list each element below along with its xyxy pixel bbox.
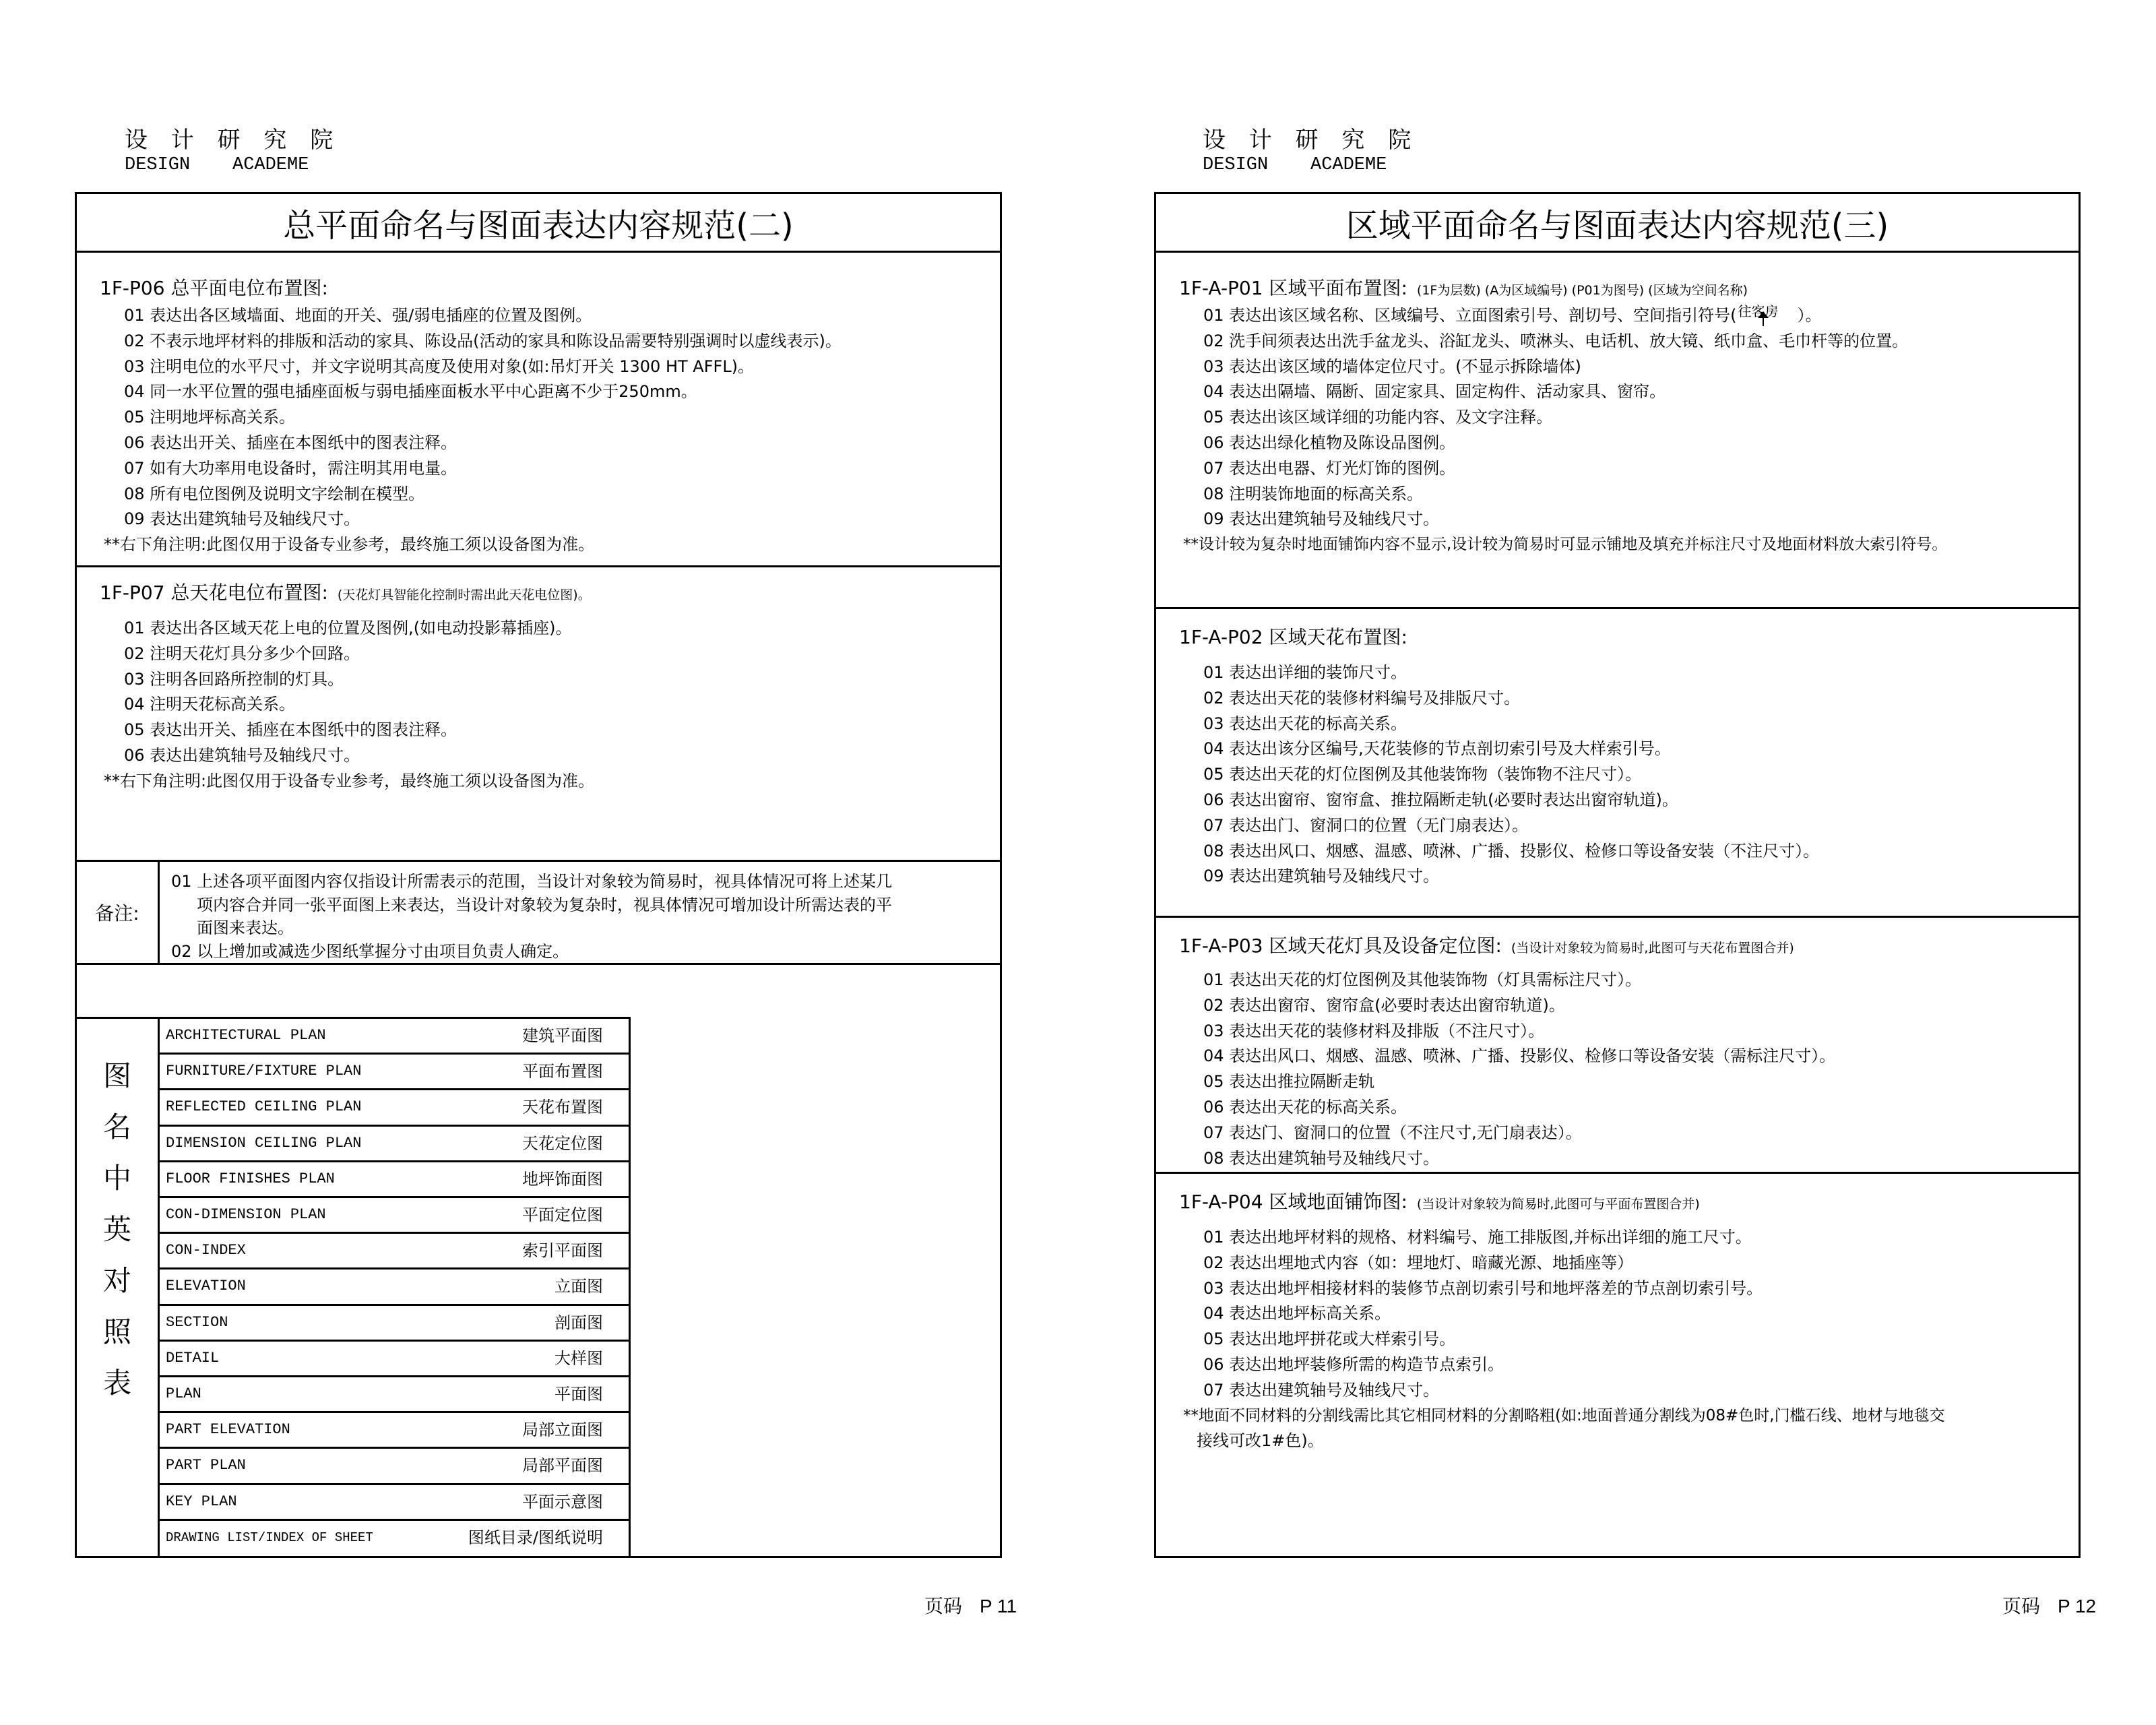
table-row: ELEVATION 立面图 bbox=[158, 1269, 629, 1305]
list-item: 01 表达出各区域墙面、地面的开关、强/弱电插座的位置及图例。 bbox=[124, 306, 592, 325]
guide-arrow-icon: 往客房 bbox=[1737, 303, 1798, 329]
section-heading: 1F-A-P03 区域天花灯具及设备定位图: (当设计对象较为简易时,此图可与天花布置图合并) bbox=[1179, 935, 1794, 957]
section-lines bbox=[104, 303, 993, 558]
list-item: 07 如有大功率用电设备时，需注明其用电量。 bbox=[124, 458, 457, 478]
list-item: 05 表达出天花的灯位图例及其他装饰物（装饰物不注尺寸）。 bbox=[1203, 765, 1642, 784]
table-row: FURNITURE/FIXTURE PLAN 平面布置图 bbox=[158, 1055, 629, 1090]
name-table-label bbox=[77, 1019, 160, 1556]
section-heading: 1F-P06 总平面电位布置图: bbox=[100, 277, 328, 299]
list-item: 06 表达出地坪装修所需的构造节点索引。 bbox=[1203, 1354, 1504, 1374]
list-item: 03 表达出天花的装修材料及排版（不注尺寸）。 bbox=[1203, 1021, 1545, 1040]
org-logo bbox=[1203, 127, 1419, 175]
table-row: ARCHITECTURAL PLAN 建筑平面图 bbox=[158, 1019, 629, 1055]
remark-section bbox=[77, 862, 1000, 965]
label-char: 照 bbox=[102, 1315, 131, 1348]
table-row: PLAN 平面图 bbox=[158, 1377, 629, 1413]
table-row: DRAWING LIST/INDEX OF SHEET 图纸目录/图纸说明 bbox=[166, 1528, 603, 1547]
footnote-continued: 接线可改1#色)。 bbox=[1197, 1431, 1324, 1451]
remark-lines bbox=[171, 870, 993, 963]
list-item: 01 表达出天花的灯位图例及其他装饰物（灯具需标注尺寸）。 bbox=[1203, 970, 1642, 989]
list-item: 02 洗手间须表达出洗手盆龙头、浴缸龙头、喷淋头、电话机、放大镜、纸巾盒、毛巾杆等的位置。 bbox=[1203, 331, 1909, 350]
section-lines bbox=[1183, 1225, 2072, 1454]
list-item: 04 表达出地坪标高关系。 bbox=[1203, 1304, 1391, 1323]
label-char: 英 bbox=[102, 1213, 131, 1246]
right-page bbox=[1078, 0, 2156, 1725]
page-title: 区域平面命名与图面表达内容规范(三) bbox=[1156, 194, 2079, 253]
table-row: DETAIL 大样图 bbox=[158, 1342, 629, 1377]
list-item: 01 上述各项平面图内容仅指设计所需表示的范围，当设计对象较为简易时，视具体情况可将上述某几 bbox=[171, 872, 893, 891]
list-item: 08 注明装饰地面的标高关系。 bbox=[1203, 484, 1424, 503]
footnote: **地面不同材料的分割线需比其它相同材料的分割略粗(如:地面普通分割线为08#色时,门槛石线、地材与地毯交 bbox=[1183, 1406, 1945, 1424]
list-item: 01 表达出该区域名称、区域编号、立面图索引号、剖切号、空间指引符号( 往客房 ）。 bbox=[1203, 303, 2072, 329]
label-char: 图 bbox=[102, 1059, 131, 1092]
section-lines bbox=[1203, 660, 2072, 889]
list-item: 01 表达出各区域天花上电的位置及图例,(如电动投影幕插座)。 bbox=[124, 619, 572, 637]
section-a-p03 bbox=[1156, 918, 2079, 1174]
section-a-p01 bbox=[1156, 251, 2079, 609]
list-item: 07 表达出门、窗洞口的位置（无门扇表达）。 bbox=[1203, 815, 1529, 835]
list-item: 06 表达出天花的标高关系。 bbox=[1203, 1097, 1407, 1117]
list-item: 02 注明天花灯具分多少个回路。 bbox=[124, 644, 360, 663]
label-char: 对 bbox=[102, 1264, 131, 1297]
list-item: 06 表达出窗帘、窗帘盒、推拉隔断走轨(必要时表达出窗帘轨道)。 bbox=[1203, 790, 1678, 809]
list-item: 02 表达出埋地式内容（如：埋地灯、暗藏光源、地插座等） bbox=[1203, 1253, 1634, 1272]
label-char: 名 bbox=[102, 1110, 131, 1143]
table-row: REFLECTED CEILING PLAN 天花布置图 bbox=[158, 1090, 629, 1126]
list-item: 04 表达出隔墙、隔断、固定家具、固定构件、活动家具、窗帘。 bbox=[1203, 382, 1666, 402]
section-lines bbox=[104, 616, 993, 794]
footnote: **右下角注明:此图仅用于设备专业参考，最终施工须以设备图为准。 bbox=[104, 771, 595, 790]
list-item: 02 表达出窗帘、窗帘盒(必要时表达出窗帘轨道)。 bbox=[1203, 995, 1565, 1015]
list-item: 01 表达出详细的装饰尺寸。 bbox=[1203, 663, 1407, 682]
list-item: 06 表达出开关、插座在本图纸中的图表注释。 bbox=[124, 433, 457, 452]
list-item: 02 以上增加或减选少图纸掌握分寸由项目负责人确定。 bbox=[171, 941, 569, 961]
table-row: DIMENSION CEILING PLAN 天花定位图 bbox=[158, 1127, 629, 1162]
section-p06 bbox=[77, 251, 1000, 567]
table-row: PART PLAN 局部平面图 bbox=[158, 1449, 629, 1484]
section-p07 bbox=[77, 567, 1000, 862]
table-row: KEY PLAN 平面示意图 bbox=[158, 1485, 629, 1521]
page-number: 页码 P 12 bbox=[2002, 1596, 2097, 1617]
list-item: 02 不表示地坪材料的排版和活动的家具、陈设品(活动的家具和陈设品需要特别强调时以虚线表示)。 bbox=[124, 331, 842, 350]
section-lines bbox=[1183, 303, 2072, 558]
list-item: 05 表达出开关、插座在本图纸中的图表注释。 bbox=[124, 720, 457, 740]
section-a-p04 bbox=[1156, 1174, 2079, 1558]
list-item: 面图来表达。 bbox=[197, 918, 294, 937]
section-a-p02 bbox=[1156, 609, 2079, 918]
list-item: 04 注明天花标高关系。 bbox=[124, 695, 296, 714]
section-heading: 1F-P07 总天花电位布置图: (天花灯具智能化控制时需出此天花电位图)。 bbox=[100, 582, 591, 604]
section-lines bbox=[1203, 968, 2072, 1171]
list-item: 05 注明地坪标高关系。 bbox=[124, 408, 296, 427]
list-item: 09 表达出建筑轴号及轴线尺寸。 bbox=[1203, 867, 1440, 886]
org-name-en bbox=[125, 155, 341, 175]
left-frame bbox=[75, 192, 1002, 1558]
table-row: FLOOR FINISHES PLAN 地坪饰面图 bbox=[158, 1162, 629, 1198]
list-item: 项内容合并同一张平面图上来表达，当设计对象较为复杂时，视具体情况可增加设计所需达表的平 bbox=[197, 895, 892, 914]
list-item: 05 表达出该区域详细的功能内容、及文字注释。 bbox=[1203, 408, 1553, 427]
org-en-left: DESIGN bbox=[1203, 155, 1269, 175]
list-item: 03 表达出该区域的墙体定位尺寸。(不显示拆除墙体) bbox=[1203, 356, 1581, 376]
list-item: 07 表达门、窗洞口的位置（不注尺寸,无门扇表达）。 bbox=[1203, 1123, 1582, 1142]
label-char: 中 bbox=[102, 1162, 131, 1195]
page-number: 页码 P 11 bbox=[924, 1596, 1017, 1617]
footnote: **设计较为复杂时地面铺饰内容不显示,设计较为简易时可显示铺地及填充并标注尺寸及地面材料放大索引符号。 bbox=[1183, 536, 1948, 554]
org-logo bbox=[125, 127, 341, 175]
remark-label: 备注: bbox=[77, 862, 160, 963]
table-row: PART ELEVATION 局部立面图 bbox=[158, 1413, 629, 1449]
page-title: 总平面命名与图面表达内容规范(二) bbox=[77, 194, 1000, 253]
list-item: 05 表达出地坪拼花或大样索引号。 bbox=[1203, 1329, 1456, 1349]
list-item: 06 表达出建筑轴号及轴线尺寸。 bbox=[124, 745, 360, 765]
org-en-right: ACADEME bbox=[1310, 155, 1387, 175]
list-item: 09 表达出建筑轴号及轴线尺寸。 bbox=[124, 509, 360, 529]
list-item: 08 表达出风口、烟感、温感、喷淋、广播、投影仪、检修口等设备安装（不注尺寸）。 bbox=[1203, 841, 1820, 860]
right-frame bbox=[1154, 192, 2081, 1558]
list-item: 09 表达出建筑轴号及轴线尺寸。 bbox=[1203, 509, 1440, 529]
org-en-right: ACADEME bbox=[232, 155, 309, 175]
list-item: 03 表达出天花的标高关系。 bbox=[1203, 714, 1407, 733]
list-item: 07 表达出建筑轴号及轴线尺寸。 bbox=[1203, 1380, 1440, 1400]
list-item: 02 表达出天花的装修材料编号及排版尺寸。 bbox=[1203, 688, 1521, 708]
org-en-left: DESIGN bbox=[125, 155, 191, 175]
list-item: 08 表达出建筑轴号及轴线尺寸。 bbox=[1203, 1148, 1440, 1168]
list-item: 03 注明各回路所控制的灯具。 bbox=[124, 669, 344, 689]
org-name-cn: 设 计 研 究 院 bbox=[125, 127, 342, 154]
section-heading: 1F-A-P01 区域平面布置图: (1F为层数) (A为区域编号) (P01为图号) (区域为空间名称) bbox=[1179, 277, 1748, 299]
list-item: 08 所有电位图例及说明文字绘制在模型。 bbox=[124, 484, 425, 503]
list-item: 04 表达出该分区编号,天花装修的节点剖切索引号及大样索引号。 bbox=[1203, 739, 1671, 759]
table-row: CON-DIMENSION PLAN 平面定位图 bbox=[158, 1198, 629, 1234]
name-table bbox=[77, 1017, 631, 1556]
list-item: 01 表达出地坪材料的规格、材料编号、施工排版图,并标出详细的施工尺寸。 bbox=[1203, 1228, 1752, 1247]
list-item: 04 同一水平位置的强电插座面板与弱电插座面板水平中心距离不少于250mm。 bbox=[124, 382, 697, 402]
section-heading: 1F-A-P04 区域地面铺饰图: (当设计对象较为简易时,此图可与平面布置图合并) bbox=[1179, 1191, 1700, 1213]
list-item: 04 表达出风口、烟感、温感、喷淋、广播、投影仪、检修口等设备安装（需标注尺寸）。 bbox=[1203, 1046, 1836, 1066]
list-item: 07 表达出电器、灯光灯饰的图例。 bbox=[1203, 458, 1456, 478]
list-item: 03 注明电位的水平尺寸，并文字说明其高度及使用对象(如:吊灯开关 1300 HT AFFL)。 bbox=[124, 356, 755, 376]
table-row: SECTION 剖面图 bbox=[158, 1306, 629, 1342]
name-table-rows bbox=[158, 1019, 629, 1556]
footnote: **右下角注明:此图仅用于设备专业参考，最终施工须以设备图为准。 bbox=[104, 535, 595, 555]
section-heading: 1F-A-P02 区域天花布置图: bbox=[1179, 626, 1407, 648]
list-item: 06 表达出绿化植物及陈设品图例。 bbox=[1203, 433, 1456, 452]
org-name-cn: 设 计 研 究 院 bbox=[1203, 127, 1420, 154]
list-item: 05 表达出推拉隔断走轨 bbox=[1203, 1072, 1375, 1092]
label-char: 表 bbox=[102, 1367, 131, 1400]
org-name-en bbox=[1203, 155, 1419, 175]
table-row: CON-INDEX 索引平面图 bbox=[158, 1234, 629, 1269]
list-item: 03 表达出地坪相接材料的装修节点剖切索引号和地坪落差的节点剖切索引号。 bbox=[1203, 1278, 1763, 1298]
